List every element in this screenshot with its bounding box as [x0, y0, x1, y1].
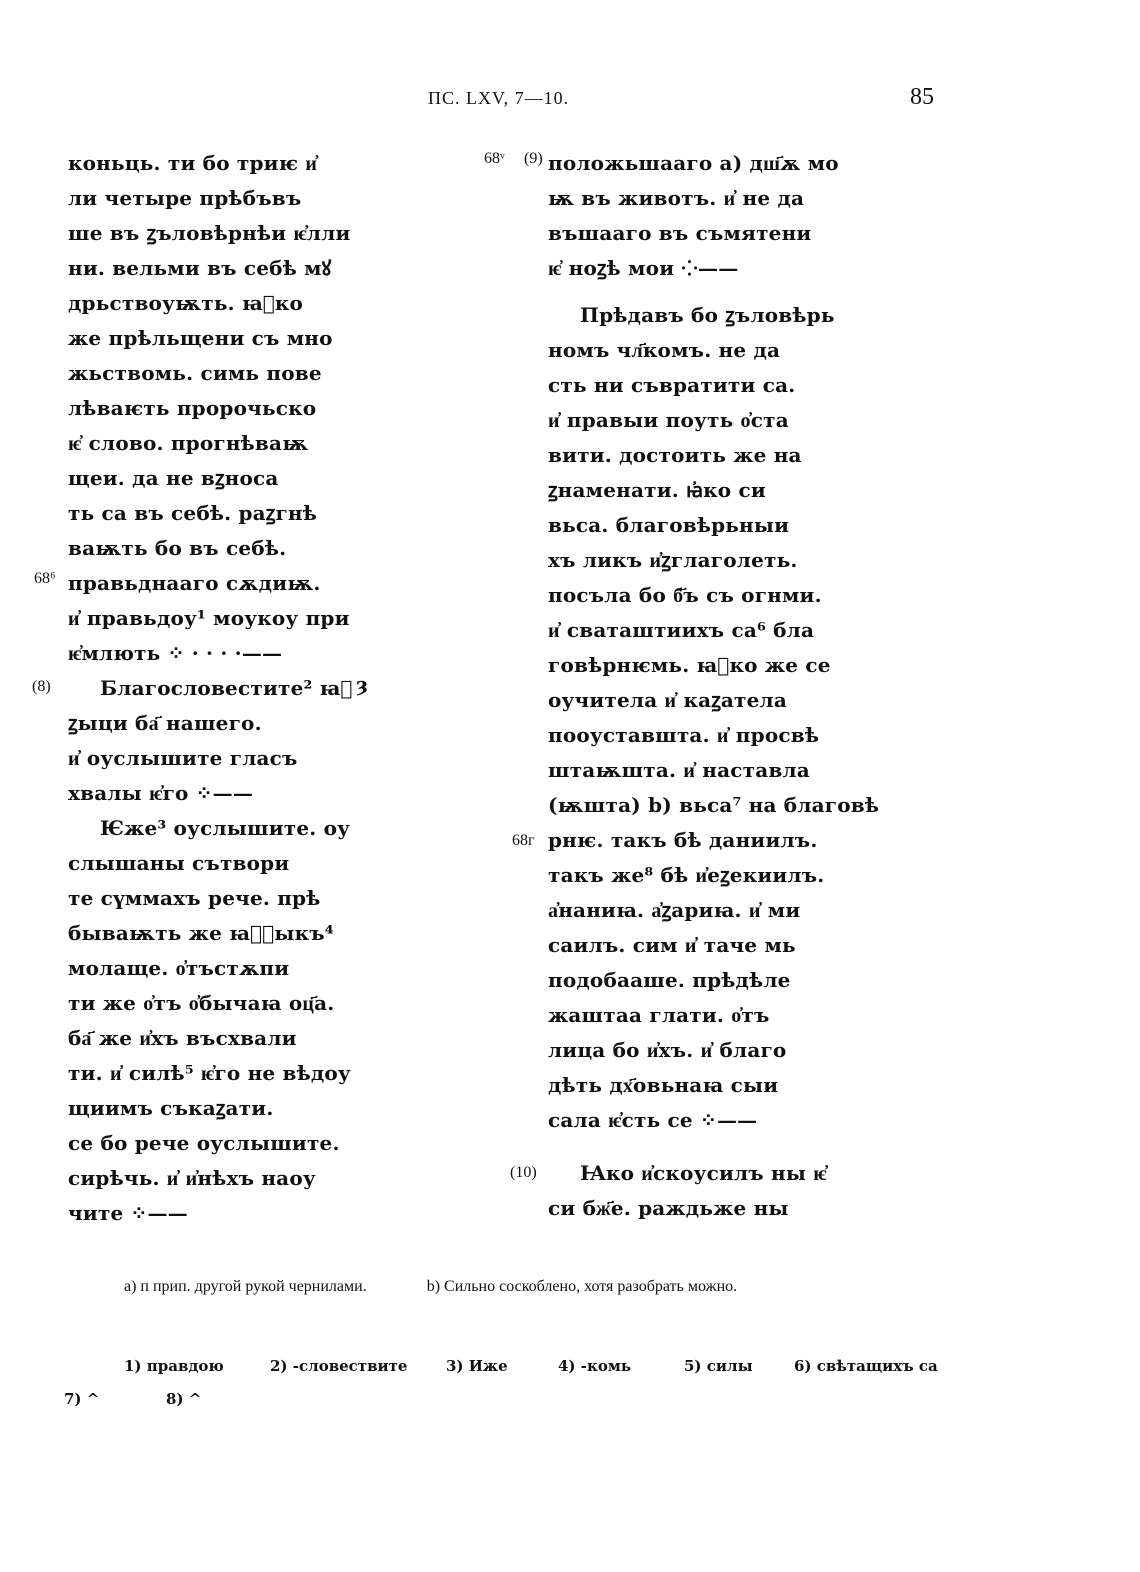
text-line: слышаны сътвори [68, 851, 290, 875]
text-line: правьднааго сѫдиѭ. [68, 571, 321, 595]
editorial-notes [124, 1278, 737, 1296]
text-line: ꙁнаменати. ꙗ҆ко си [548, 478, 766, 502]
variant-note: 6) свѣтащихъ са [794, 1357, 938, 1375]
text-line: и҆ сваташтиихъ са⁶ бла [548, 618, 815, 642]
text-line: (ѭшта) b) вьса⁷ на благовѣ [548, 793, 880, 817]
variant-note: 3) Иже [446, 1357, 508, 1375]
left-column [68, 146, 398, 1231]
text-line: штаѭшта. и҆ наставла [548, 758, 810, 782]
text-line: се бо рече оуслышите. [68, 1131, 340, 1155]
text-line: а҆наниꙗ. а҆ꙁариꙗ. и҆ ми [548, 898, 801, 922]
text-line: же прѣльщени съ мно [68, 326, 333, 350]
text-line: и҆ оуслышите гласъ [68, 746, 298, 770]
text-line: саилъ. сим и҆ таче мь [548, 933, 796, 957]
text-line: вьса. благовѣрьныи [548, 513, 790, 537]
folio-marker: 68ᴦ [512, 832, 535, 849]
text-line: ѥ҆ ноꙁѣ мои ⁘—— [548, 256, 739, 280]
running-title: ПС. LXV, 7—10. [428, 88, 570, 108]
text-line: говѣрнѥмь. ꙗ҆ко же се [548, 653, 831, 677]
variant-note: 4) -комь [558, 1357, 632, 1375]
text-line: щеи. да не вꙁноса [68, 466, 279, 490]
text-line: дрьствоуѭть. ꙗ҆ко [68, 291, 304, 315]
text-line: сала ѥ҆сть се ⁘—— [548, 1108, 758, 1132]
stray-mark: ȝ [356, 672, 369, 696]
text-line: ть са въ себѣ. раꙁгнѣ [68, 501, 318, 525]
text-line: сирѣчь. и҆ и҆нѣхъ наоу [68, 1166, 316, 1190]
text-line: оучитела и҆ каꙁатела [548, 688, 788, 712]
text-line: въшааго въ съмятени [548, 221, 812, 245]
text-line: и҆ правьдоу¹ моукоу при [68, 606, 350, 630]
text-line: жьствомь. симь пове [68, 361, 322, 385]
text-line: лица бо и҆хъ. и҆ благо [548, 1038, 787, 1062]
verse-marker: (9) [524, 150, 543, 167]
text-line: подобааше. прѣдѣле [548, 968, 791, 992]
text-line: хвалы ѥ҆го ⁘—— [68, 781, 254, 805]
text-line: вити. достоить же на [548, 443, 802, 467]
text-line: Ѥже³ оуслышите. оу [100, 816, 351, 840]
text-line: жаштаа глати. о҆тъ [548, 1003, 770, 1027]
folio-marker: 68⁶ [34, 570, 56, 587]
text-line: ѭ въ животъ. и҆ не да [548, 186, 805, 210]
text-line: Ꙗко и҆скоусилъ ны ѥ҆ [580, 1161, 827, 1185]
variant-note: 1) правдою [124, 1357, 224, 1375]
text-line: хъ ликъ и҆ꙁглаголеть. [548, 548, 798, 572]
text-line: бываѭть же ꙗ҆ꙁыкъ⁴ [68, 921, 334, 945]
text-line: молаще. о҆тъстѫпи [68, 956, 290, 980]
verse-marker: (8) [32, 678, 51, 695]
text-line: коньць. ти бо триѥ и҆ [68, 151, 318, 175]
text-line: лѣваѥть пророчьско [68, 396, 317, 420]
text-line: рнѥ. такъ бѣ даниилъ. [548, 828, 818, 852]
text-line: ни. вельми въ себѣ мꙋ [68, 256, 332, 280]
folio-marker: 68ᵛ [484, 150, 505, 167]
text-line: си бж҃е. раждьже ны [548, 1196, 789, 1220]
text-line: чите ⁘—— [68, 1201, 188, 1225]
variant-note: 8) ^ [166, 1390, 202, 1408]
text-line: положьшааго а) дш҃ѫ мо [548, 151, 839, 175]
text-line: Прѣдавъ бо ꙁъловѣрь [580, 303, 835, 327]
verse-marker: (10) [510, 1164, 537, 1181]
text-line: пооуставшта. и҆ просвѣ [548, 723, 820, 747]
page-number: 85 [910, 84, 934, 110]
variant-note: 2) -словествите [270, 1357, 408, 1375]
text-line: ꙁыци ба҃ нашего. [68, 711, 262, 735]
text-line: ти же о҆тъ о҆бычаꙗ оц҃а. [68, 991, 335, 1015]
text-line: Благословестите² ꙗ҆ [100, 676, 353, 700]
text-line: посъла бо б҃ъ съ огнми. [548, 583, 822, 607]
text-line: и҆ правыи поуть о҆ста [548, 408, 789, 432]
text-line: ѥ҆ слово. прогнѣваѭ [68, 431, 309, 455]
text-line: те сүммахъ рече. прѣ [68, 886, 321, 910]
text-line: ѥ҆млють ⁘ · · · ·—— [68, 641, 283, 665]
variant-note: 7) ^ [64, 1390, 100, 1408]
text-line: ше въ ꙁъловѣрнѣи ѥ҆лли [68, 221, 351, 245]
text-line: ба҃ же и҆хъ въсхвали [68, 1026, 297, 1050]
text-line: щиимъ съкаꙁати. [68, 1096, 274, 1120]
text-line: сть ни съвратити са. [548, 373, 796, 397]
footnote-b: b) Сильно соскоблено, хотя разобрать можно. [426, 1278, 738, 1295]
footnote-a: а) п прип. другой рукой чернилами. [124, 1278, 367, 1295]
text-line: ти. и҆ силѣ⁵ ѥ҆го не вѣдоу [68, 1061, 351, 1085]
text-line: номъ чл҃комъ. не да [548, 338, 781, 362]
text-line: такъ же⁸ бѣ и҆еꙁекиилъ. [548, 863, 825, 887]
text-line: ли четыре прѣбъвъ [68, 186, 302, 210]
text-line: дѣть дх҃овьнаꙗ сыи [548, 1073, 779, 1097]
text-line: ваѭть бо въ себѣ. [68, 536, 287, 560]
right-column [548, 146, 880, 1226]
variant-note: 5) силы [684, 1357, 753, 1375]
